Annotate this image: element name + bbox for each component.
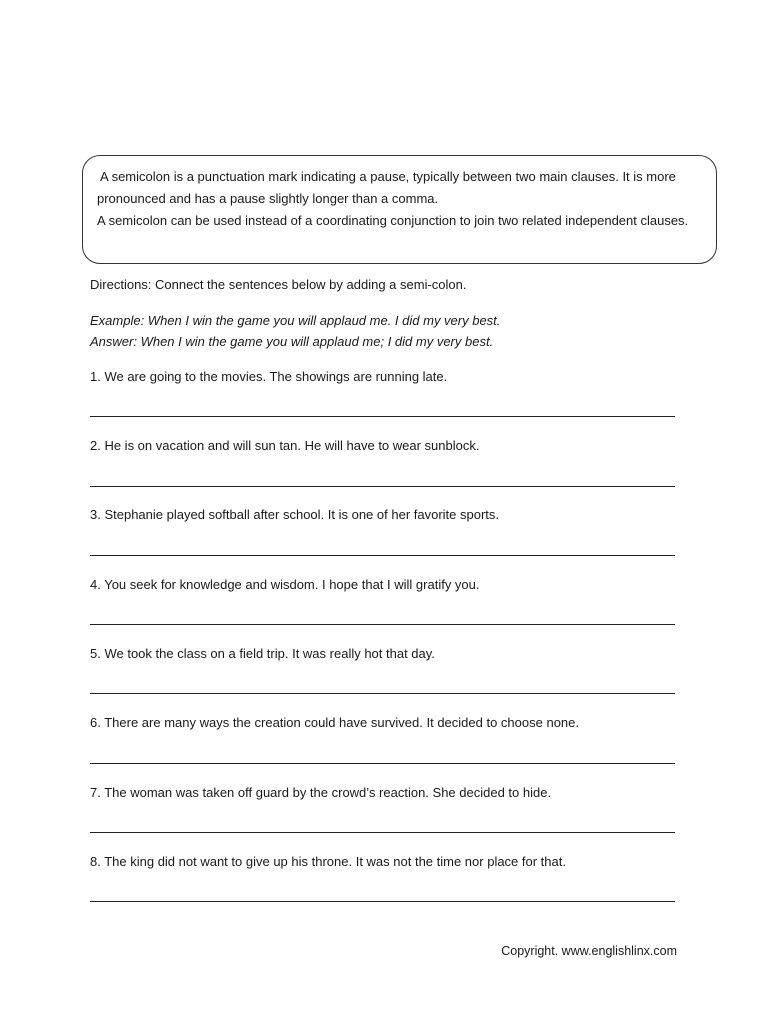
question-3: 3. Stephanie played softball after school. It is one of her favorite sports. xyxy=(90,507,500,522)
answer-line-6[interactable] xyxy=(90,763,675,764)
copyright-text: Copyright. www.englishlinx.com xyxy=(501,944,677,958)
question-2: 2. He is on vacation and will sun tan. He will have to wear sunblock. xyxy=(90,438,480,453)
answer-line-2[interactable] xyxy=(90,486,675,487)
question-1: 1. We are going to the movies. The showings are running late. xyxy=(90,369,448,384)
answer-line-3[interactable] xyxy=(90,555,675,556)
question-7: 7. The woman was taken off guard by the crowd’s reaction. She decided to hide. xyxy=(90,785,552,800)
answer-line-5[interactable] xyxy=(90,693,675,694)
answer-line-8[interactable] xyxy=(90,901,675,902)
definition-box xyxy=(82,155,717,264)
definition-paragraph-2: A semicolon can be used instead of a coordinating conjunction to join two related independent clauses. xyxy=(97,213,689,228)
answer-line-4[interactable] xyxy=(90,624,675,625)
question-4: 4. You seek for knowledge and wisdom. I hope that I will gratify you. xyxy=(90,577,480,592)
answer-text: Answer: When I win the game you will applaud me; I did my very best. xyxy=(90,334,494,349)
question-8: 8. The king did not want to give up his throne. It was not the time nor place for that. xyxy=(90,854,566,869)
answer-line-7[interactable] xyxy=(90,832,675,833)
question-5: 5. We took the class on a field trip. It was really hot that day. xyxy=(90,646,435,661)
question-6: 6. There are many ways the creation could have survived. It decided to choose none. xyxy=(90,715,579,730)
definition-paragraph-1: A semicolon is a punctuation mark indicating a pause, typically between two main clauses. It is more pronounced and has a pause slightly longer than a comma. xyxy=(97,169,676,206)
answer-line-1[interactable] xyxy=(90,416,675,417)
example-text: Example: When I win the game you will applaud me. I did my very best. xyxy=(90,313,501,328)
directions-text: Directions: Connect the sentences below by adding a semi-colon. xyxy=(90,277,467,292)
